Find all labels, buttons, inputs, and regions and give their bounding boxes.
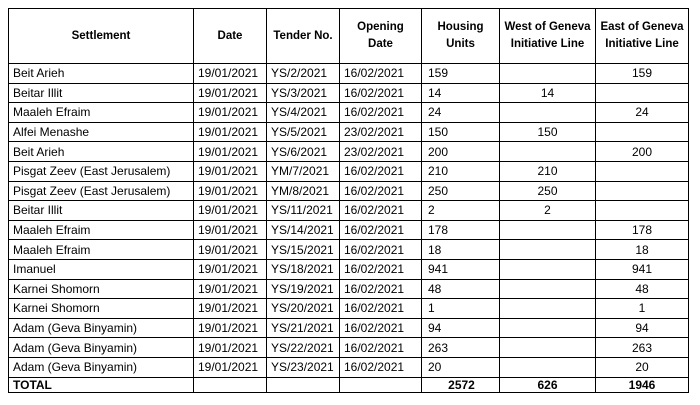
cell-tender-number: YS/6/2021 [267, 142, 340, 162]
cell-date: 19/01/2021 [194, 318, 267, 338]
cell-settlement: Beit Arieh [9, 142, 194, 162]
cell-date: 19/01/2021 [194, 181, 267, 201]
table-row [9, 181, 689, 201]
cell-date: 19/01/2021 [194, 201, 267, 221]
cell-west-of-line: 250 [500, 181, 596, 201]
cell-opening-date: 16/02/2021 [340, 64, 422, 84]
cell-opening-date: 16/02/2021 [340, 299, 422, 319]
table-row [9, 338, 689, 358]
cell-west-of-line [500, 142, 596, 162]
cell-west-of-line: 14 [500, 83, 596, 103]
header-housing-units: Housing Units [422, 9, 500, 64]
cell-housing-units: 18 [422, 240, 500, 260]
cell-date: 19/01/2021 [194, 259, 267, 279]
cell-west-of-line [500, 259, 596, 279]
table-row [9, 357, 689, 377]
cell-west-of-line: 2 [500, 201, 596, 221]
cell-east-of-line: 941 [596, 259, 689, 279]
cell-west-of-line [500, 338, 596, 358]
table-row [9, 318, 689, 338]
table-row [9, 240, 689, 260]
cell-housing-units: 159 [422, 64, 500, 84]
cell-east-of-line [596, 83, 689, 103]
cell-date: 19/01/2021 [194, 64, 267, 84]
cell-housing-units: 210 [422, 161, 500, 181]
cell-housing-units: 200 [422, 142, 500, 162]
cell-settlement: Beitar Illit [9, 83, 194, 103]
table-row [9, 142, 689, 162]
cell-east-of-line: 200 [596, 142, 689, 162]
cell-settlement: Maaleh Efraim [9, 103, 194, 123]
cell-tender-number: YS/19/2021 [267, 279, 340, 299]
cell-west-of-line: 210 [500, 161, 596, 181]
cell-date: 19/01/2021 [194, 357, 267, 377]
cell-west-of-line [500, 64, 596, 84]
cell-opening-date: 23/02/2021 [340, 122, 422, 142]
cell-opening-date: 16/02/2021 [340, 220, 422, 240]
table-row [9, 220, 689, 240]
cell-date: 19/01/2021 [194, 299, 267, 319]
cell-housing-units: 20 [422, 357, 500, 377]
cell-settlement: Beit Arieh [9, 64, 194, 84]
cell-tender-number: YS/5/2021 [267, 122, 340, 142]
cell-west-of-line [500, 220, 596, 240]
cell-housing-units: 150 [422, 122, 500, 142]
cell-housing-units: 941 [422, 259, 500, 279]
cell-settlement: Karnei Shomorn [9, 279, 194, 299]
cell-west-of-line [500, 240, 596, 260]
total-west: 626 [500, 377, 596, 392]
cell-west-of-line [500, 279, 596, 299]
table-row [9, 64, 689, 84]
cell-settlement: Maaleh Efraim [9, 240, 194, 260]
table-row [9, 122, 689, 142]
cell-opening-date: 16/02/2021 [340, 357, 422, 377]
cell-east-of-line: 24 [596, 103, 689, 123]
cell-housing-units: 1 [422, 299, 500, 319]
cell-date: 19/01/2021 [194, 103, 267, 123]
header-west-of-line: West of Geneva Initiative Line [500, 9, 596, 64]
cell-tender-number: YS/21/2021 [267, 318, 340, 338]
cell-tender-number: YS/11/2021 [267, 201, 340, 221]
cell-opening-date: 16/02/2021 [340, 279, 422, 299]
cell-tender-number: YS/20/2021 [267, 299, 340, 319]
cell-east-of-line [596, 181, 689, 201]
header-east-of-line: East of Geneva Initiative Line [596, 9, 689, 64]
cell-west-of-line [500, 103, 596, 123]
cell-settlement: Adam (Geva Binyamin) [9, 357, 194, 377]
cell-date: 19/01/2021 [194, 279, 267, 299]
cell-east-of-line: 178 [596, 220, 689, 240]
cell-housing-units: 24 [422, 103, 500, 123]
cell-settlement: Alfei Menashe [9, 122, 194, 142]
cell-settlement: Karnei Shomorn [9, 299, 194, 319]
table-row [9, 161, 689, 181]
header-date: Date [194, 9, 267, 64]
cell-tender-number: YS/18/2021 [267, 259, 340, 279]
tenders-table-container [8, 8, 689, 393]
table-row [9, 83, 689, 103]
total-empty-cell [267, 377, 340, 392]
cell-opening-date: 16/02/2021 [340, 259, 422, 279]
header-opening-date: Opening Date [340, 9, 422, 64]
cell-west-of-line [500, 318, 596, 338]
cell-date: 19/01/2021 [194, 220, 267, 240]
cell-settlement: Pisgat Zeev (East Jerusalem) [9, 161, 194, 181]
cell-east-of-line: 94 [596, 318, 689, 338]
cell-east-of-line: 263 [596, 338, 689, 358]
total-row [9, 377, 689, 392]
cell-tender-number: YS/3/2021 [267, 83, 340, 103]
cell-housing-units: 263 [422, 338, 500, 358]
cell-tender-number: YS/2/2021 [267, 64, 340, 84]
cell-housing-units: 14 [422, 83, 500, 103]
cell-tender-number: YS/22/2021 [267, 338, 340, 358]
cell-tender-number: YS/15/2021 [267, 240, 340, 260]
total-label: TOTAL [9, 377, 194, 392]
header-row [9, 9, 689, 64]
cell-settlement: Imanuel [9, 259, 194, 279]
cell-settlement: Adam (Geva Binyamin) [9, 338, 194, 358]
cell-opening-date: 16/02/2021 [340, 338, 422, 358]
cell-tender-number: YS/14/2021 [267, 220, 340, 240]
cell-east-of-line: 20 [596, 357, 689, 377]
cell-opening-date: 23/02/2021 [340, 142, 422, 162]
cell-opening-date: 16/02/2021 [340, 201, 422, 221]
header-tender-number: Tender No. [267, 9, 340, 64]
tenders-table [8, 8, 689, 393]
cell-opening-date: 16/02/2021 [340, 318, 422, 338]
total-empty-cell [340, 377, 422, 392]
cell-date: 19/01/2021 [194, 240, 267, 260]
cell-date: 19/01/2021 [194, 142, 267, 162]
cell-housing-units: 250 [422, 181, 500, 201]
cell-east-of-line [596, 161, 689, 181]
cell-date: 19/01/2021 [194, 161, 267, 181]
cell-west-of-line [500, 299, 596, 319]
cell-housing-units: 178 [422, 220, 500, 240]
cell-opening-date: 16/02/2021 [340, 83, 422, 103]
cell-date: 19/01/2021 [194, 122, 267, 142]
cell-east-of-line [596, 122, 689, 142]
cell-tender-number: YM/8/2021 [267, 181, 340, 201]
cell-housing-units: 2 [422, 201, 500, 221]
total-housing-units: 2572 [422, 377, 500, 392]
cell-east-of-line: 1 [596, 299, 689, 319]
cell-east-of-line: 48 [596, 279, 689, 299]
cell-opening-date: 16/02/2021 [340, 181, 422, 201]
table-row [9, 103, 689, 123]
cell-housing-units: 48 [422, 279, 500, 299]
total-east: 1946 [596, 377, 689, 392]
cell-settlement: Beitar Illit [9, 201, 194, 221]
cell-west-of-line: 150 [500, 122, 596, 142]
cell-opening-date: 16/02/2021 [340, 161, 422, 181]
cell-east-of-line [596, 201, 689, 221]
cell-date: 19/01/2021 [194, 338, 267, 358]
cell-tender-number: YS/23/2021 [267, 357, 340, 377]
cell-housing-units: 94 [422, 318, 500, 338]
cell-settlement: Pisgat Zeev (East Jerusalem) [9, 181, 194, 201]
table-row [9, 201, 689, 221]
table-row [9, 259, 689, 279]
table-row [9, 299, 689, 319]
cell-date: 19/01/2021 [194, 83, 267, 103]
cell-settlement: Maaleh Efraim [9, 220, 194, 240]
cell-settlement: Adam (Geva Binyamin) [9, 318, 194, 338]
header-settlement: Settlement [9, 9, 194, 64]
cell-east-of-line: 18 [596, 240, 689, 260]
cell-tender-number: YS/4/2021 [267, 103, 340, 123]
cell-tender-number: YM/7/2021 [267, 161, 340, 181]
table-row [9, 279, 689, 299]
cell-opening-date: 16/02/2021 [340, 240, 422, 260]
total-empty-cell [194, 377, 267, 392]
cell-west-of-line [500, 357, 596, 377]
cell-east-of-line: 159 [596, 64, 689, 84]
cell-opening-date: 16/02/2021 [340, 103, 422, 123]
